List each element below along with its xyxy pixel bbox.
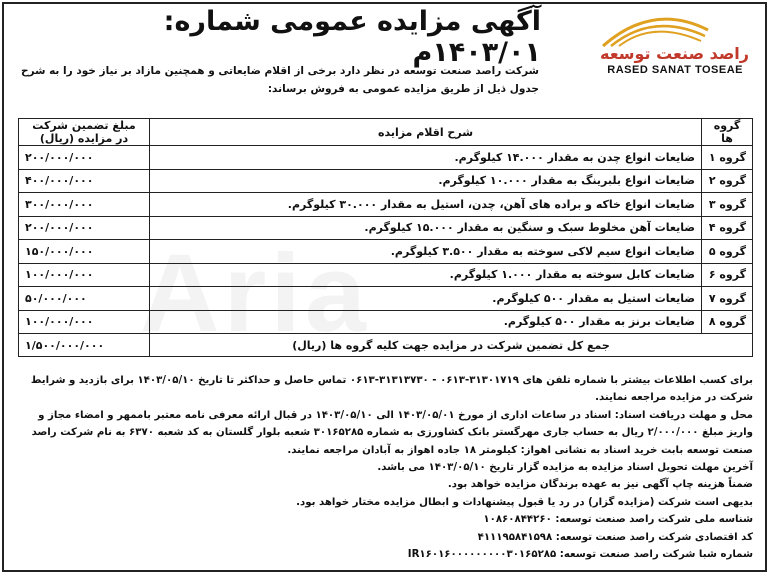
row-amount: ۲۰۰/۰۰۰/۰۰۰: [19, 146, 150, 170]
table-row: [19, 193, 753, 217]
header-amount: مبلغ تضمین شرکت در مزایده (ریال): [19, 119, 150, 146]
table-row: [19, 263, 753, 287]
row-group: گروه ۷: [702, 287, 753, 311]
row-amount: ۴۰۰/۰۰۰/۰۰۰: [19, 169, 150, 193]
row-description: ضایعات استیل به مقدار ۵۰۰ کیلوگرم.: [150, 287, 702, 311]
row-group: گروه ۸: [702, 310, 753, 334]
header-description: شرح اقلام مزایده: [150, 119, 702, 146]
table-row: [19, 169, 753, 193]
row-description: ضایعات انواع سیم لاکی سوخته به مقدار ۳.۵۰۰ کیلوگرم.: [150, 240, 702, 264]
total-label: جمع کل تضمین شرکت در مزایده جهت کلیه گروه ها (ریال): [150, 334, 753, 357]
table-row: [19, 240, 753, 264]
row-group: گروه ۵: [702, 240, 753, 264]
table-total-row: [19, 334, 753, 357]
row-group: گروه ۴: [702, 216, 753, 240]
total-amount: ۱/۵۰۰/۰۰۰/۰۰۰: [19, 334, 150, 357]
notes: [15, 372, 753, 563]
auction-table: [18, 118, 753, 357]
table-header-row: [19, 119, 753, 146]
note-line: شناسه ملی شرکت راصد صنعت توسعه: ۱۰۸۶۰۸۴۴۲۶۰: [483, 514, 753, 526]
row-group: گروه ۱: [702, 146, 753, 170]
row-amount: ۱۰۰/۰۰۰/۰۰۰: [19, 310, 150, 334]
row-group: گروه ۶: [702, 263, 753, 287]
note-line: محل و مهلت دریافت اسناد: اسناد در ساعات اداری از مورخ ۱۴۰۳/۰۵/۰۱ الی ۱۴۰۳/۰۵/۱۰ در قبال ارائه معرفی نامه معتبر باممهر و امضاء مجاز و واریز مبلغ ۲/۰۰۰/۰۰۰ ریال به حساب جاری مهرگستر بانک کشاورزی به شماره ۳۰۱۶۵۲۸۵ شعبه بلوار گلستان به کد شعبه ۶۳۷۰ به نام شرکت راصد صنعت توسعه بابت خرید اسناد به نشانی اهواز: کیلومتر ۱۸ جاده اهواز به آبادان مراجعه نمایند.: [31, 409, 753, 456]
note-line: کد اقتصادی شرکت راصد صنعت توسعه: ۴۱۱۱۹۵۸۴۱۵۹۸: [477, 531, 753, 543]
logo-name-fa: راصد صنعت توسعه: [599, 44, 749, 63]
row-amount: ۳۰۰/۰۰۰/۰۰۰: [19, 193, 150, 217]
logo-name-en: RASED SANAT TOSEAE: [607, 64, 743, 76]
note-line: ضمناً هزینه چاپ آگهی نیز به عهده برندگان مزایده خواهد بود.: [447, 479, 753, 491]
row-description: ضایعات انواع بلبرینگ به مقدار ۱۰.۰۰۰ کیلوگرم.: [150, 169, 702, 193]
table-row: [19, 216, 753, 240]
table-row: [19, 146, 753, 170]
table-row: [19, 287, 753, 311]
intro-text: شرکت راصد صنعت توسعه در نظر دارد برخی از اقلام ضایعاتی و همچنین مازاد بر نیاز خود را به شرح جدول ذیل از طریق مزایده عمومی به فروش برساند:: [20, 65, 539, 95]
watermark: Aria: [140, 232, 370, 355]
row-amount: ۵۰/۰۰۰/۰۰۰: [19, 287, 150, 311]
note-line: بدیهی است شرکت (مزایده گزار) در رد یا قبول پیشنهادات و ابطال مزایده مختار خواهد بود.: [296, 496, 753, 508]
row-amount: ۱۵۰/۰۰۰/۰۰۰: [19, 240, 150, 264]
header-group: گروه ها: [702, 119, 753, 146]
row-description: ضایعات کابل سوخته به مقدار ۱.۰۰۰ کیلوگرم.: [150, 263, 702, 287]
row-group: گروه ۳: [702, 193, 753, 217]
row-amount: ۱۰۰/۰۰۰/۰۰۰: [19, 263, 150, 287]
row-description: ضایعات انواع خاکه و براده های آهن، چدن، استیل به مقدار ۳۰.۰۰۰ کیلوگرم.: [150, 193, 702, 217]
row-description: ضایعات برنز به مقدار ۵۰۰ کیلوگرم.: [150, 310, 702, 334]
page-title: آگهی مزایده عمومی شماره: ۱۴۰۳/۰۱م: [163, 6, 541, 68]
row-amount: ۲۰۰/۰۰۰/۰۰۰: [19, 216, 150, 240]
note-line: آخرین مهلت تحویل اسناد مزایده به مزایده گزار تاریخ ۱۴۰۳/۰۵/۱۰ می باشد.: [377, 462, 753, 474]
row-group: گروه ۲: [702, 169, 753, 193]
row-description: ضایعات انواع چدن به مقدار ۱۴.۰۰۰ کیلوگرم.: [150, 146, 702, 170]
note-line: برای کسب اطلاعات بیشتر با شماره تلفن های ۳۱۳۰۱۷۱۹-۰۶۱۳ - ۳۱۳۱۳۷۳۰-۰۶۱۳ تماس حاصل و حداکثر تا تاریخ ۱۴۰۳/۰۵/۱۰ برای بازدید و شرایط شرکت در مزایده مراجعه نمایند.: [30, 375, 753, 404]
table-row: [19, 310, 753, 334]
company-logo: [548, 10, 753, 82]
note-line: شماره شبا شرکت راصد صنعت توسعه: IR۱۶۰۱۶۰۰۰۰۰۰۰۰۰۳۰۱۶۵۲۸۵: [407, 549, 753, 561]
row-description: ضایعات آهن مخلوط سبک و سنگین به مقدار ۱۵.۰۰۰ کیلوگرم.: [150, 216, 702, 240]
